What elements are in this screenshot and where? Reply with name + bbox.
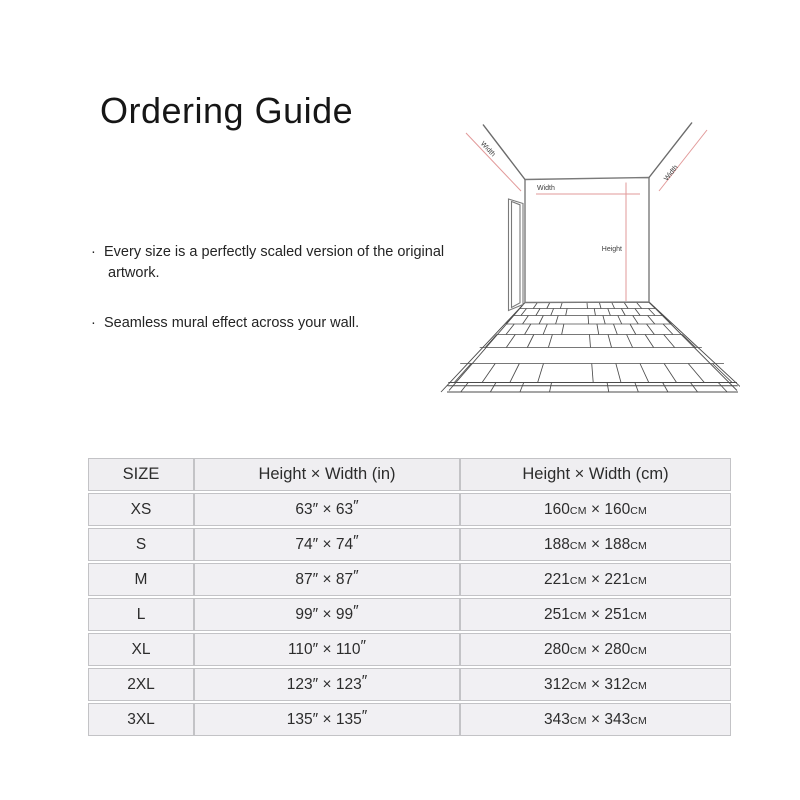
header-cm: Height × Width (cm): [460, 458, 731, 491]
floor-line: [533, 303, 537, 309]
floor-line: [597, 324, 599, 335]
cell-size: M: [88, 563, 194, 596]
floor-line: [607, 383, 609, 393]
left-width-measure-line: [466, 133, 521, 191]
floor-line: [547, 303, 550, 309]
cell-inches: 110″ × 110″: [194, 633, 460, 666]
floor-line: [550, 383, 552, 393]
floor-line: [690, 383, 697, 393]
table-row: [88, 703, 731, 736]
header-size: SIZE: [88, 458, 194, 491]
floor-line: [637, 303, 642, 309]
floor-line: [633, 316, 639, 325]
left-width-label: Width: [478, 140, 497, 159]
floor-line: [520, 383, 524, 393]
floor-line: [539, 316, 543, 325]
room-diagram: [440, 100, 740, 400]
table-row: [88, 528, 731, 561]
cell-size: XS: [88, 493, 194, 526]
note-seamless-mural: [91, 313, 481, 334]
cell-cm: 188CM × 188CM: [460, 528, 731, 561]
cell-cm: 312CM × 312CM: [460, 668, 731, 701]
cell-cm: 160CM × 160CM: [460, 493, 731, 526]
floor-line: [525, 324, 531, 335]
page-title: Ordering Guide: [100, 90, 354, 131]
floor-line: [640, 364, 649, 383]
floor-line: [536, 309, 540, 316]
back-wall: [525, 178, 649, 303]
floor-line: [592, 364, 593, 383]
note-text: [104, 313, 359, 334]
floor-line: [490, 383, 496, 393]
cell-inches: 135″ × 135″: [194, 703, 460, 736]
table-row: [88, 563, 731, 596]
floor-line: [562, 324, 564, 335]
floor-line: [712, 364, 732, 383]
floor-line: [616, 364, 621, 383]
floor-line: [461, 383, 468, 393]
floor-line: [556, 316, 559, 325]
floor-line: [645, 335, 654, 348]
header-inches: Height × Width (in): [194, 458, 460, 491]
bullet-icon: ·: [91, 244, 96, 260]
floor-line: [624, 303, 628, 309]
floor-line: [454, 364, 471, 383]
table-row: [88, 598, 731, 631]
back-width-label: Width: [537, 185, 555, 192]
note-line: Every size is a perfectly scaled version of the original: [104, 244, 445, 260]
right-width-label: Width: [663, 164, 680, 183]
door: [509, 199, 524, 311]
floor-line: [630, 324, 636, 335]
floor-line: [521, 309, 527, 316]
floor-line: [612, 303, 615, 309]
cell-size: S: [88, 528, 194, 561]
floor-line: [663, 383, 668, 393]
table-row: [88, 668, 731, 701]
floor-line: [688, 364, 704, 383]
floor-line: [506, 324, 514, 335]
cell-cm: 343CM × 343CM: [460, 703, 731, 736]
cell-size: 2XL: [88, 668, 194, 701]
floor-line: [538, 364, 544, 383]
floor-line: [599, 303, 601, 309]
table-header-row: [88, 458, 731, 491]
cell-cm: 251CM × 251CM: [460, 598, 731, 631]
floor-line: [485, 335, 496, 348]
floor-line: [482, 364, 495, 383]
cell-cm: 221CM × 221CM: [460, 563, 731, 596]
room-diagram-svg: [440, 100, 740, 400]
note-text: [104, 242, 444, 284]
cell-inches: 63″ × 63″: [194, 493, 460, 526]
cell-size: XL: [88, 633, 194, 666]
floor-line: [621, 309, 625, 316]
floor-line: [627, 335, 633, 348]
floor-line: [589, 335, 590, 348]
cell-size: L: [88, 598, 194, 631]
floor-line: [588, 316, 589, 325]
note-line: Seamless mural effect across your wall.: [104, 315, 360, 331]
floor-line: [560, 303, 562, 309]
cell-size: 3XL: [88, 703, 194, 736]
floor-line: [523, 316, 529, 325]
cell-inches: 99″ × 99″: [194, 598, 460, 631]
floor-line: [551, 309, 554, 316]
floor-line: [527, 335, 533, 348]
table-row: [88, 633, 731, 666]
floor-line: [618, 316, 622, 325]
floor-line: [548, 335, 552, 348]
floor-line: [613, 324, 617, 335]
floor-line: [663, 324, 673, 335]
floor-line: [603, 316, 605, 325]
floor-line: [648, 309, 655, 316]
note-line: artwork.: [108, 265, 160, 281]
floor-line: [648, 316, 655, 325]
floor-line: [608, 335, 612, 348]
cell-inches: 74″ × 74″: [194, 528, 460, 561]
floor-line: [635, 309, 640, 316]
height-label: Height: [601, 246, 622, 253]
table-row: [88, 493, 731, 526]
floor-line: [682, 335, 696, 348]
floor-line: [594, 309, 595, 316]
cell-inches: 87″ × 87″: [194, 563, 460, 596]
floor-line: [543, 324, 547, 335]
size-table: [88, 456, 731, 738]
cell-cm: 280CM × 280CM: [460, 633, 731, 666]
size-table-wrap: [88, 456, 731, 738]
floor-line: [664, 335, 675, 348]
floor-line: [510, 364, 519, 383]
floor-line: [566, 309, 567, 316]
note-scaled-artwork: [91, 242, 481, 284]
cell-inches: 123″ × 123″: [194, 668, 460, 701]
floor-line: [647, 324, 655, 335]
floor-line: [718, 383, 727, 393]
bullet-icon: ·: [91, 315, 96, 331]
floor-line: [608, 309, 611, 316]
size-table-body: [88, 493, 731, 736]
floor-line: [664, 364, 676, 383]
floor-line: [506, 335, 515, 348]
floor-line: [635, 383, 638, 393]
